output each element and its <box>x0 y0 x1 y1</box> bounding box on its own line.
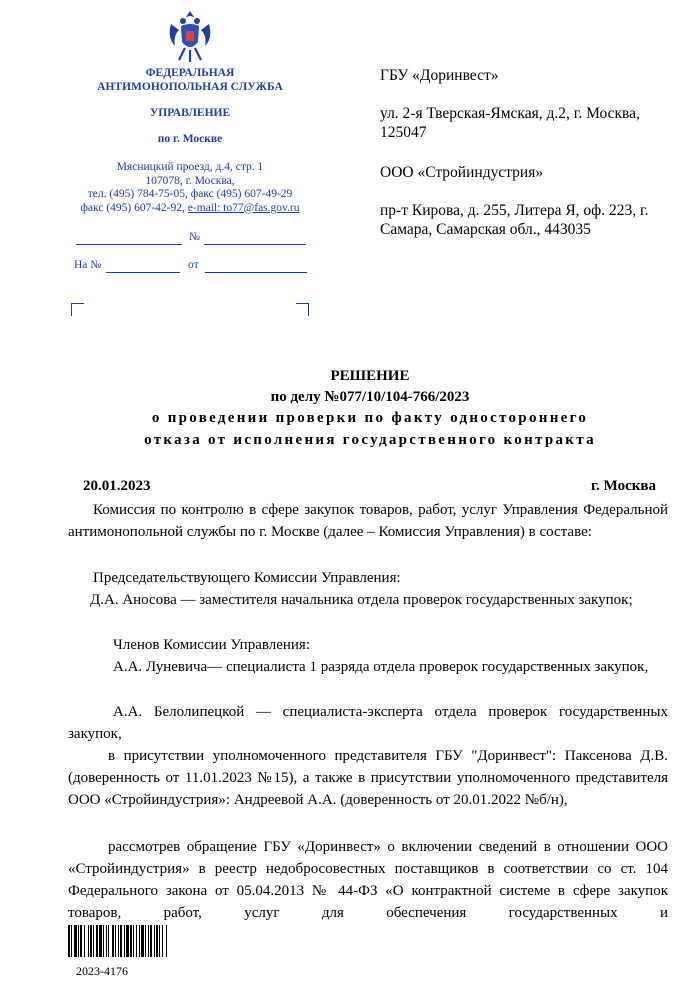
decision-subject-line2: отказа от исполнения государственного контракта <box>144 432 596 448</box>
decision-subject-line1: о проведении проверки по факту одностороннего <box>151 410 589 426</box>
paragraph-chair-label: Председательствующего Комиссии Управления: <box>93 570 401 586</box>
paragraph-representatives: в присутствии уполномоченного представителя ГБУ "Доринвест": Паксенова Д.В. (доверенность от 11.01.2023 №15), а также в присутствии уполномоченного представителя ООО «Стройиндустрия»: Андреевой А.А. (доверенность от 20.01.2022 №б/н), <box>68 748 668 808</box>
decision-city: г. Москва <box>591 478 656 494</box>
email-link[interactable]: e-mail: to77@fas.gov.ru <box>187 201 300 214</box>
paragraph-considering: рассмотрев обращение ГБУ «Доринвест» о включении сведений в отношении ООО «Стройиндустрия» в реестр недобросовестных поставщиков в соответствии со ст. 104 Федерального закона от 05.04.2013 № 44-ФЗ «О контрактной системе в сфере закупок товаров, работ, услуг для обеспечения государственных и <box>68 839 668 921</box>
addressee-2-name: ООО «Стройиндустрия» <box>380 164 544 181</box>
agency-address: Мясницкий проезд, д.4, стр. 1 107078, г. Москва, тел. (495) 784-75-05, факс (495) 607-49-29 факс (495) 607-42-92, e-mail: to77@fas.gov.ru <box>80 161 300 214</box>
number-sign-label: № <box>189 231 200 243</box>
paragraph-chair: Д.А. Аносова — заместителя начальника отдела проверок государственных закупок; <box>90 592 633 608</box>
barcode-stripe <box>167 925 168 957</box>
reply-number-line <box>106 272 180 273</box>
decision-heading: РЕШЕНИЕ <box>330 368 410 384</box>
reply-to-label: На № <box>74 259 102 271</box>
document-barcode <box>68 925 191 957</box>
paragraph-member-1: А.А. Луневича— специалиста 1 разряда отдела проверок государственных закупок, <box>113 659 649 675</box>
address-corner-left <box>71 303 84 316</box>
outgoing-date-line <box>76 244 182 245</box>
from-label: от <box>188 259 199 271</box>
agency-name: ФЕДЕРАЛЬНАЯ АНТИМОНОПОЛЬНАЯ СЛУЖБА <box>97 67 283 93</box>
department-city: по г. Москве <box>157 133 223 145</box>
decision-date: 20.01.2023 <box>83 478 151 494</box>
paragraph-commission: Комиссия по контролю в сфере закупок товаров, работ, услуг Управления Федеральной антимонопольной службы по г. Москве (далее – Комиссия Управления) в составе: <box>68 502 668 540</box>
reply-date-line <box>205 272 307 273</box>
paragraph-member-2: А.А. Белолипецкой — специалиста-эксперта отдела проверок государственных закупок, <box>68 704 668 742</box>
department-name: УПРАВЛЕНИЕ <box>149 107 231 119</box>
outgoing-number-line <box>204 244 306 245</box>
addressee-1-name: ГБУ «Доринвест» <box>380 67 499 84</box>
paragraph-members-label: Членов Комиссии Управления: <box>113 637 310 653</box>
addressee-1-address: ул. 2-я Тверская-Ямская, д.2, г. Москва, 125047 <box>380 105 640 141</box>
address-corner-right <box>296 303 309 316</box>
addressee-2-address: пр-т Кирова, д. 255, Литера Я, оф. 223, г. Самара, Самарская обл., 443035 <box>380 202 649 238</box>
coat-of-arms-emblem <box>165 8 215 64</box>
barcode-number: 2023-4176 <box>76 964 128 978</box>
case-number: по делу №077/10/104-766/2023 <box>270 389 470 405</box>
